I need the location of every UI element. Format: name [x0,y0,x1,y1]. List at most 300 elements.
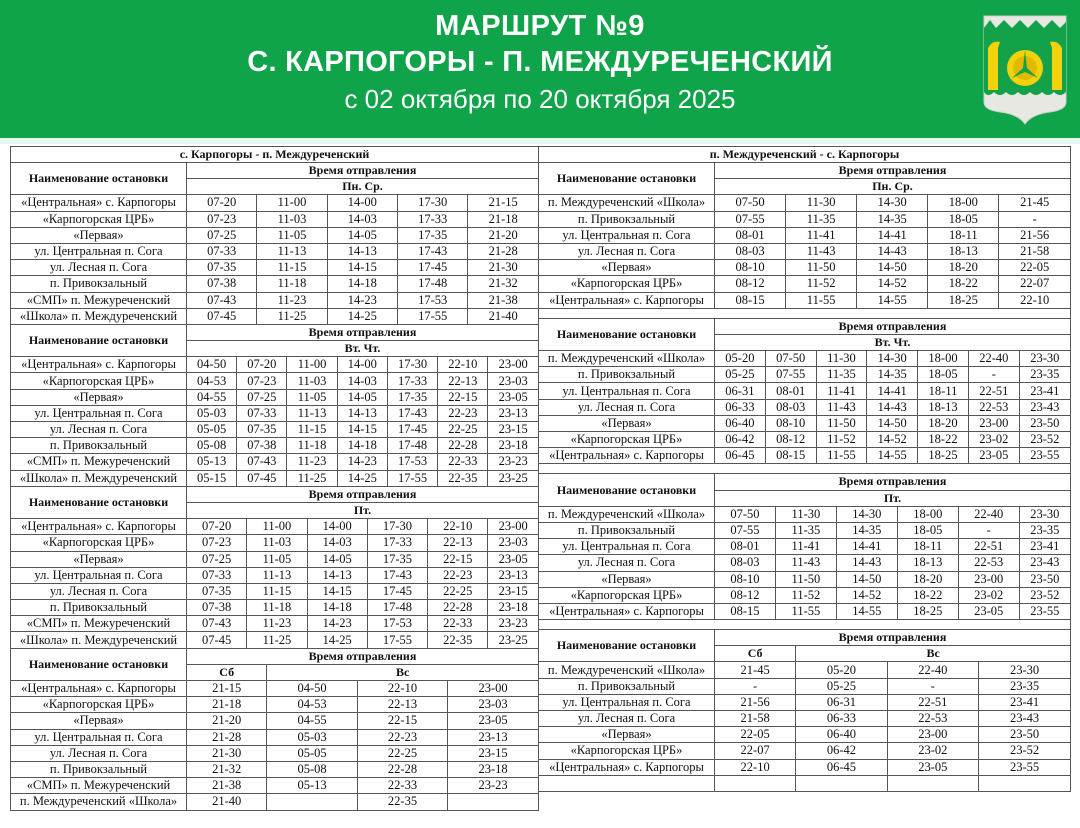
departure-time: 06-45 [715,448,766,464]
departure-time: 22-15 [428,551,488,567]
departure-time: 11-41 [816,383,867,399]
departure-time: 08-12 [715,276,786,292]
departure-time: 14-03 [327,211,397,227]
table-row [11,729,539,745]
departure-time: 23-41 [1019,539,1070,555]
stop-name: п. Привокзальный [539,211,715,227]
departure-time: 11-55 [786,292,857,308]
stop-name: п. Междуреченский «Школа» [539,662,715,678]
block-fri [11,519,539,649]
stop-name: п. Междуреченский «Школа» [539,195,715,211]
departure-time: 21-18 [468,211,539,227]
departure-time: 22-05 [999,260,1071,276]
coat-of-arms-icon [980,14,1070,126]
table-row [11,211,539,227]
stop-name: «Карпогорская ЦРБ» [11,211,187,227]
table-row [11,357,539,373]
departure-time: 18-20 [897,571,958,587]
table-row [539,367,1071,383]
departure-time: 11-13 [247,567,307,583]
departure-time: 23-55 [979,759,1071,775]
departure-time: 23-00 [958,571,1019,587]
departure-time: 21-38 [468,292,539,308]
departure-time: - [968,367,1019,383]
stop-name: ул. Центральная п. Сога [11,405,187,421]
departure-time: 08-03 [715,243,786,259]
stop-name: п. Привокзальный [539,522,715,538]
departure-time: 04-53 [187,373,237,389]
departure-header: Время отправления [187,648,539,664]
table-row [539,276,1071,292]
departure-time: 23-30 [979,662,1071,678]
departure-time: 21-40 [187,794,267,810]
departure-time: 22-33 [428,616,488,632]
departure-time: 07-20 [187,519,247,535]
departure-time: 06-40 [715,415,766,431]
departure-time: 23-23 [488,454,539,470]
table-row [11,535,539,551]
departure-time: 04-55 [187,389,237,405]
table-row [11,422,539,438]
departure-time: 22-10 [999,292,1071,308]
departure-time: 23-50 [1019,571,1070,587]
departure-time: 22-35 [438,470,488,486]
stop-name: ул. Лесная п. Сога [11,745,187,761]
departure-time: 11-55 [775,603,836,619]
stop-name-header: Наименование остановки [11,648,187,680]
departure-time: 05-25 [796,678,887,694]
departure-time: 11-41 [775,539,836,555]
stop-name: п. Привокзальный [539,678,715,694]
departure-time: 07-50 [715,506,776,522]
departure-time: 08-10 [765,415,816,431]
table-row [11,713,539,729]
stop-name: «Школа» п. Междуреченский [11,632,187,648]
sunday-label: Вс [796,646,1071,662]
departure-time: 06-40 [796,727,887,743]
departure-time: 06-45 [796,759,887,775]
table-row [539,775,1071,791]
departure-time: 22-40 [958,506,1019,522]
departure-time: 11-15 [287,422,337,438]
departure-time: 23-03 [488,535,539,551]
page-header [0,0,1080,138]
departure-time: 23-18 [488,438,539,454]
departure-time: 06-33 [796,711,887,727]
departure-time: 23-41 [979,694,1071,710]
departure-time: 06-42 [715,432,766,448]
departure-time: 22-25 [438,422,488,438]
departure-time: 08-10 [715,571,776,587]
departure-time: 18-05 [928,211,999,227]
departure-time: 11-43 [786,243,857,259]
departure-time: 17-48 [387,438,437,454]
departure-time: 11-25 [247,632,307,648]
departure-time: 18-22 [918,432,969,448]
table-row [11,227,539,243]
departure-time: 08-01 [765,383,816,399]
departure-time: 23-50 [1019,415,1070,431]
departure-time: 18-25 [897,603,958,619]
departure-time: 18-22 [928,276,999,292]
table-row [11,778,539,794]
departure-time: 14-35 [836,522,897,538]
departure-time: 23-25 [488,632,539,648]
stop-name: ул. Центральная п. Сога [11,243,187,259]
departure-time: 17-35 [397,227,467,243]
stop-name: ул. Лесная п. Сога [11,583,187,599]
departure-time: 07-20 [237,357,287,373]
departure-time: 14-00 [337,357,387,373]
stop-name-header: Наименование остановки [539,163,715,195]
departure-time: 22-23 [438,405,488,421]
departure-time: 18-13 [928,243,999,259]
departure-time: 04-50 [267,681,357,697]
departure-time: 23-35 [979,678,1071,694]
departure-time: 21-58 [999,243,1071,259]
departure-time: 21-45 [999,195,1071,211]
stop-name: «Карпогорская ЦРБ» [539,276,715,292]
departure-time: 23-05 [887,759,978,775]
stop-name: ул. Лесная п. Сога [539,555,715,571]
days-label: Пн. Ср. [187,179,539,195]
departure-time: 07-55 [715,522,776,538]
departure-time: 11-25 [287,470,337,486]
departure-time: 23-52 [1019,432,1070,448]
departure-time [715,775,796,791]
departure-time: 21-30 [468,260,539,276]
departure-time: 14-50 [857,260,928,276]
direction-title: с. Карпогоры - п. Междуреченский [11,147,539,163]
departure-time: 05-05 [267,745,357,761]
departure-time: 08-01 [715,227,786,243]
table-row [11,373,539,389]
stop-name: ул. Лесная п. Сога [11,260,187,276]
table-row [11,195,539,211]
departure-time: 14-23 [327,292,397,308]
departure-time: 07-43 [187,292,257,308]
stop-name: «Карпогорская ЦРБ» [539,743,715,759]
departure-time: 18-11 [918,383,969,399]
departure-time: - [715,678,796,694]
departure-time: 07-23 [187,211,257,227]
departure-time: 17-30 [397,195,467,211]
block-tue-thu [11,357,539,487]
departure-time: 22-15 [357,713,447,729]
departure-time: 11-52 [816,432,867,448]
stop-name-header: Наименование остановки [539,318,715,350]
stop-name: «Первая» [11,227,187,243]
departure-time: 23-43 [979,711,1071,727]
departure-time: 11-43 [816,399,867,415]
departure-time: 21-28 [468,243,539,259]
departure-time: 11-52 [775,587,836,603]
saturday-label: Сб [715,646,796,662]
departure-time [796,775,887,791]
departure-time: 23-50 [979,727,1071,743]
departure-time: 11-23 [247,616,307,632]
departure-time: 23-00 [968,415,1019,431]
departure-time: 22-13 [428,535,488,551]
departure-time: 23-30 [1019,506,1070,522]
table-row [539,587,1071,603]
saturday-label: Сб [187,664,267,680]
table-row [11,551,539,567]
departure-time: 11-05 [287,389,337,405]
departure-header: Время отправления [715,630,1071,646]
departure-time: 22-33 [357,778,447,794]
departure-time: 17-30 [367,519,427,535]
departure-time: 23-55 [1019,603,1070,619]
departure-time: 05-13 [187,454,237,470]
stop-name: «СМП» п. Межуреченский [11,616,187,632]
table-row [539,711,1071,727]
departure-time: 11-15 [247,583,307,599]
table-row [11,243,539,259]
stop-name: п. Междуреченский «Школа» [539,351,715,367]
departure-time: 07-43 [237,454,287,470]
departure-time: 18-00 [918,351,969,367]
departure-time: 08-10 [715,260,786,276]
departure-time: 21-56 [999,227,1071,243]
stop-name: п. Привокзальный [11,761,187,777]
departure-time: 22-10 [438,357,488,373]
departure-time: 23-23 [488,616,539,632]
departure-time: 23-15 [448,745,539,761]
departure-time: 07-35 [237,422,287,438]
table-row [11,616,539,632]
table-row [11,519,539,535]
departure-time: 23-35 [1019,367,1070,383]
departure-time: 22-13 [438,373,488,389]
table-row [539,292,1071,308]
departure-time: 05-25 [715,367,766,383]
stop-name: «Первая» [539,571,715,587]
departure-time: 07-38 [237,438,287,454]
departure-time: 17-53 [367,616,427,632]
departure-time: 11-50 [786,260,857,276]
departure-time: 07-45 [237,470,287,486]
table-row [11,681,539,697]
departure-time: 04-53 [267,697,357,713]
departure-time: 21-38 [187,778,267,794]
departure-time: 14-05 [337,389,387,405]
departure-time: 17-55 [397,308,467,324]
validity-period: с 02 октября по 20 октября 2025 [344,84,736,114]
departure-time: 07-45 [187,308,257,324]
stop-name: «СМП» п. Межуреченский [11,292,187,308]
departure-time: 21-45 [715,662,796,678]
stop-name: ул. Лесная п. Сога [539,243,715,259]
stop-name: «Карпогорская ЦРБ» [11,373,187,389]
departure-time: 23-02 [958,587,1019,603]
departure-time: 07-23 [237,373,287,389]
departure-time: 14-30 [857,195,928,211]
table-row [11,276,539,292]
departure-time: 18-20 [928,260,999,276]
block-mon-wed [11,195,539,325]
table-row [11,632,539,648]
departure-time: 22-13 [357,697,447,713]
spacer-row [539,308,1071,318]
departure-time: 22-25 [357,745,447,761]
stop-name: «Школа» п. Междуреченский [11,308,187,324]
departure-time: 14-43 [836,555,897,571]
stop-name: «Центральная» с. Карпогоры [539,448,715,464]
departure-time: 17-43 [387,405,437,421]
departure-time: 18-11 [928,227,999,243]
departure-time: 11-13 [287,405,337,421]
stop-name: «Центральная» с. Карпогоры [11,195,187,211]
stop-name: ул. Центральная п. Сога [539,383,715,399]
departure-time: 07-33 [187,567,247,583]
stop-name: п. Привокзальный [11,276,187,292]
departure-time: 22-53 [958,555,1019,571]
departure-time: 14-52 [867,432,918,448]
table-row [11,567,539,583]
days-label: Вт. Чт. [187,341,539,357]
departure-time: 11-00 [287,357,337,373]
departure-time: 17-30 [387,357,437,373]
departure-time: 08-03 [715,555,776,571]
departure-time: 08-03 [765,399,816,415]
departure-time: 17-53 [387,454,437,470]
departure-time: 21-15 [468,195,539,211]
stop-name-header: Наименование остановки [11,486,187,518]
departure-time: 05-08 [267,761,357,777]
departure-time: 23-23 [448,778,539,794]
departure-time: 07-25 [187,227,257,243]
departure-time: 18-11 [897,539,958,555]
timetable-mezhdurechensky-to-karpogory [538,146,1071,792]
table-row [539,432,1071,448]
direction-title: п. Междуреченский - с. Карпогоры [539,147,1071,163]
block-weekend [11,681,539,811]
departure-time: - [958,522,1019,538]
departure-time: 11-03 [247,535,307,551]
table-row [11,389,539,405]
departure-time: 14-15 [337,422,387,438]
departure-time: 22-53 [968,399,1019,415]
stop-name: ул. Центральная п. Сога [539,539,715,555]
departure-time: 18-22 [897,587,958,603]
stop-name: «Центральная» с. Карпогоры [539,292,715,308]
stop-name: п. Привокзальный [539,367,715,383]
departure-time: 08-15 [765,448,816,464]
stop-name: ул. Центральная п. Сога [11,567,187,583]
departure-time: 05-13 [267,778,357,794]
table-row [539,415,1071,431]
departure-time: 14-13 [327,243,397,259]
stop-name: п. Привокзальный [11,438,187,454]
departure-time: 05-03 [187,405,237,421]
departure-time: 23-02 [968,432,1019,448]
table-row [11,794,539,810]
departure-time: 18-05 [918,367,969,383]
departure-time: 23-30 [1019,351,1070,367]
departure-time: 14-05 [327,227,397,243]
stop-name-header: Наименование остановки [11,163,187,195]
departure-time: 11-05 [247,551,307,567]
spacer-row [539,464,1071,474]
departure-time: 14-00 [307,519,367,535]
departure-time: 04-50 [187,357,237,373]
table-row [539,448,1071,464]
departure-time: 07-25 [187,551,247,567]
table-row [539,555,1071,571]
departure-time: 17-55 [367,632,427,648]
departure-time: 23-05 [448,713,539,729]
departure-time: 23-18 [488,600,539,616]
table-row [539,743,1071,759]
departure-time: 21-28 [187,729,267,745]
departure-time: 14-41 [857,227,928,243]
table-row [11,470,539,486]
departure-time: 17-48 [367,600,427,616]
departure-time: 22-33 [438,454,488,470]
departure-time: 07-50 [715,195,786,211]
departure-time: 11-18 [247,600,307,616]
departure-time: 17-43 [367,567,427,583]
table-row [11,438,539,454]
timetable-karpogory-to-mezhdurechensky [10,146,539,811]
departure-time: 07-55 [765,367,816,383]
stop-name [539,775,715,791]
departure-time: 11-03 [257,211,327,227]
table-row [539,227,1071,243]
days-label: Пн. Ср. [715,179,1071,195]
stop-name: «Первая» [539,727,715,743]
departure-time: 17-55 [387,470,437,486]
departure-time: 18-13 [918,399,969,415]
departure-time: 11-41 [786,227,857,243]
departure-time [979,775,1071,791]
departure-time: 23-52 [979,743,1071,759]
departure-header: Время отправления [187,163,539,179]
departure-time: 11-52 [786,276,857,292]
table-row [11,761,539,777]
departure-time: 07-33 [237,405,287,421]
stop-name: «Первая» [11,389,187,405]
departure-time: 11-13 [257,243,327,259]
table-row [539,506,1071,522]
departure-time: 06-31 [796,694,887,710]
table-row [11,745,539,761]
departure-time: 21-15 [187,681,267,697]
departure-time: 22-23 [428,567,488,583]
departure-time: 17-53 [397,292,467,308]
table-row [539,603,1071,619]
departure-time [267,794,357,810]
table-row [11,454,539,470]
departure-time: 07-35 [187,583,247,599]
stop-name: «Первая» [11,551,187,567]
departure-time: 07-20 [187,195,257,211]
departure-time: 23-25 [488,470,539,486]
departure-time: 14-41 [867,383,918,399]
departure-time: 22-10 [357,681,447,697]
departure-time: 14-05 [307,551,367,567]
departure-time: 17-35 [367,551,427,567]
departure-time: 11-30 [775,506,836,522]
departure-time: 11-35 [775,522,836,538]
block-weekend [539,662,1071,792]
table-row [539,539,1071,555]
departure-time: 14-52 [836,587,897,603]
table-row [539,399,1071,415]
stop-name: «Карпогорская ЦРБ» [11,697,187,713]
table-row [539,260,1071,276]
